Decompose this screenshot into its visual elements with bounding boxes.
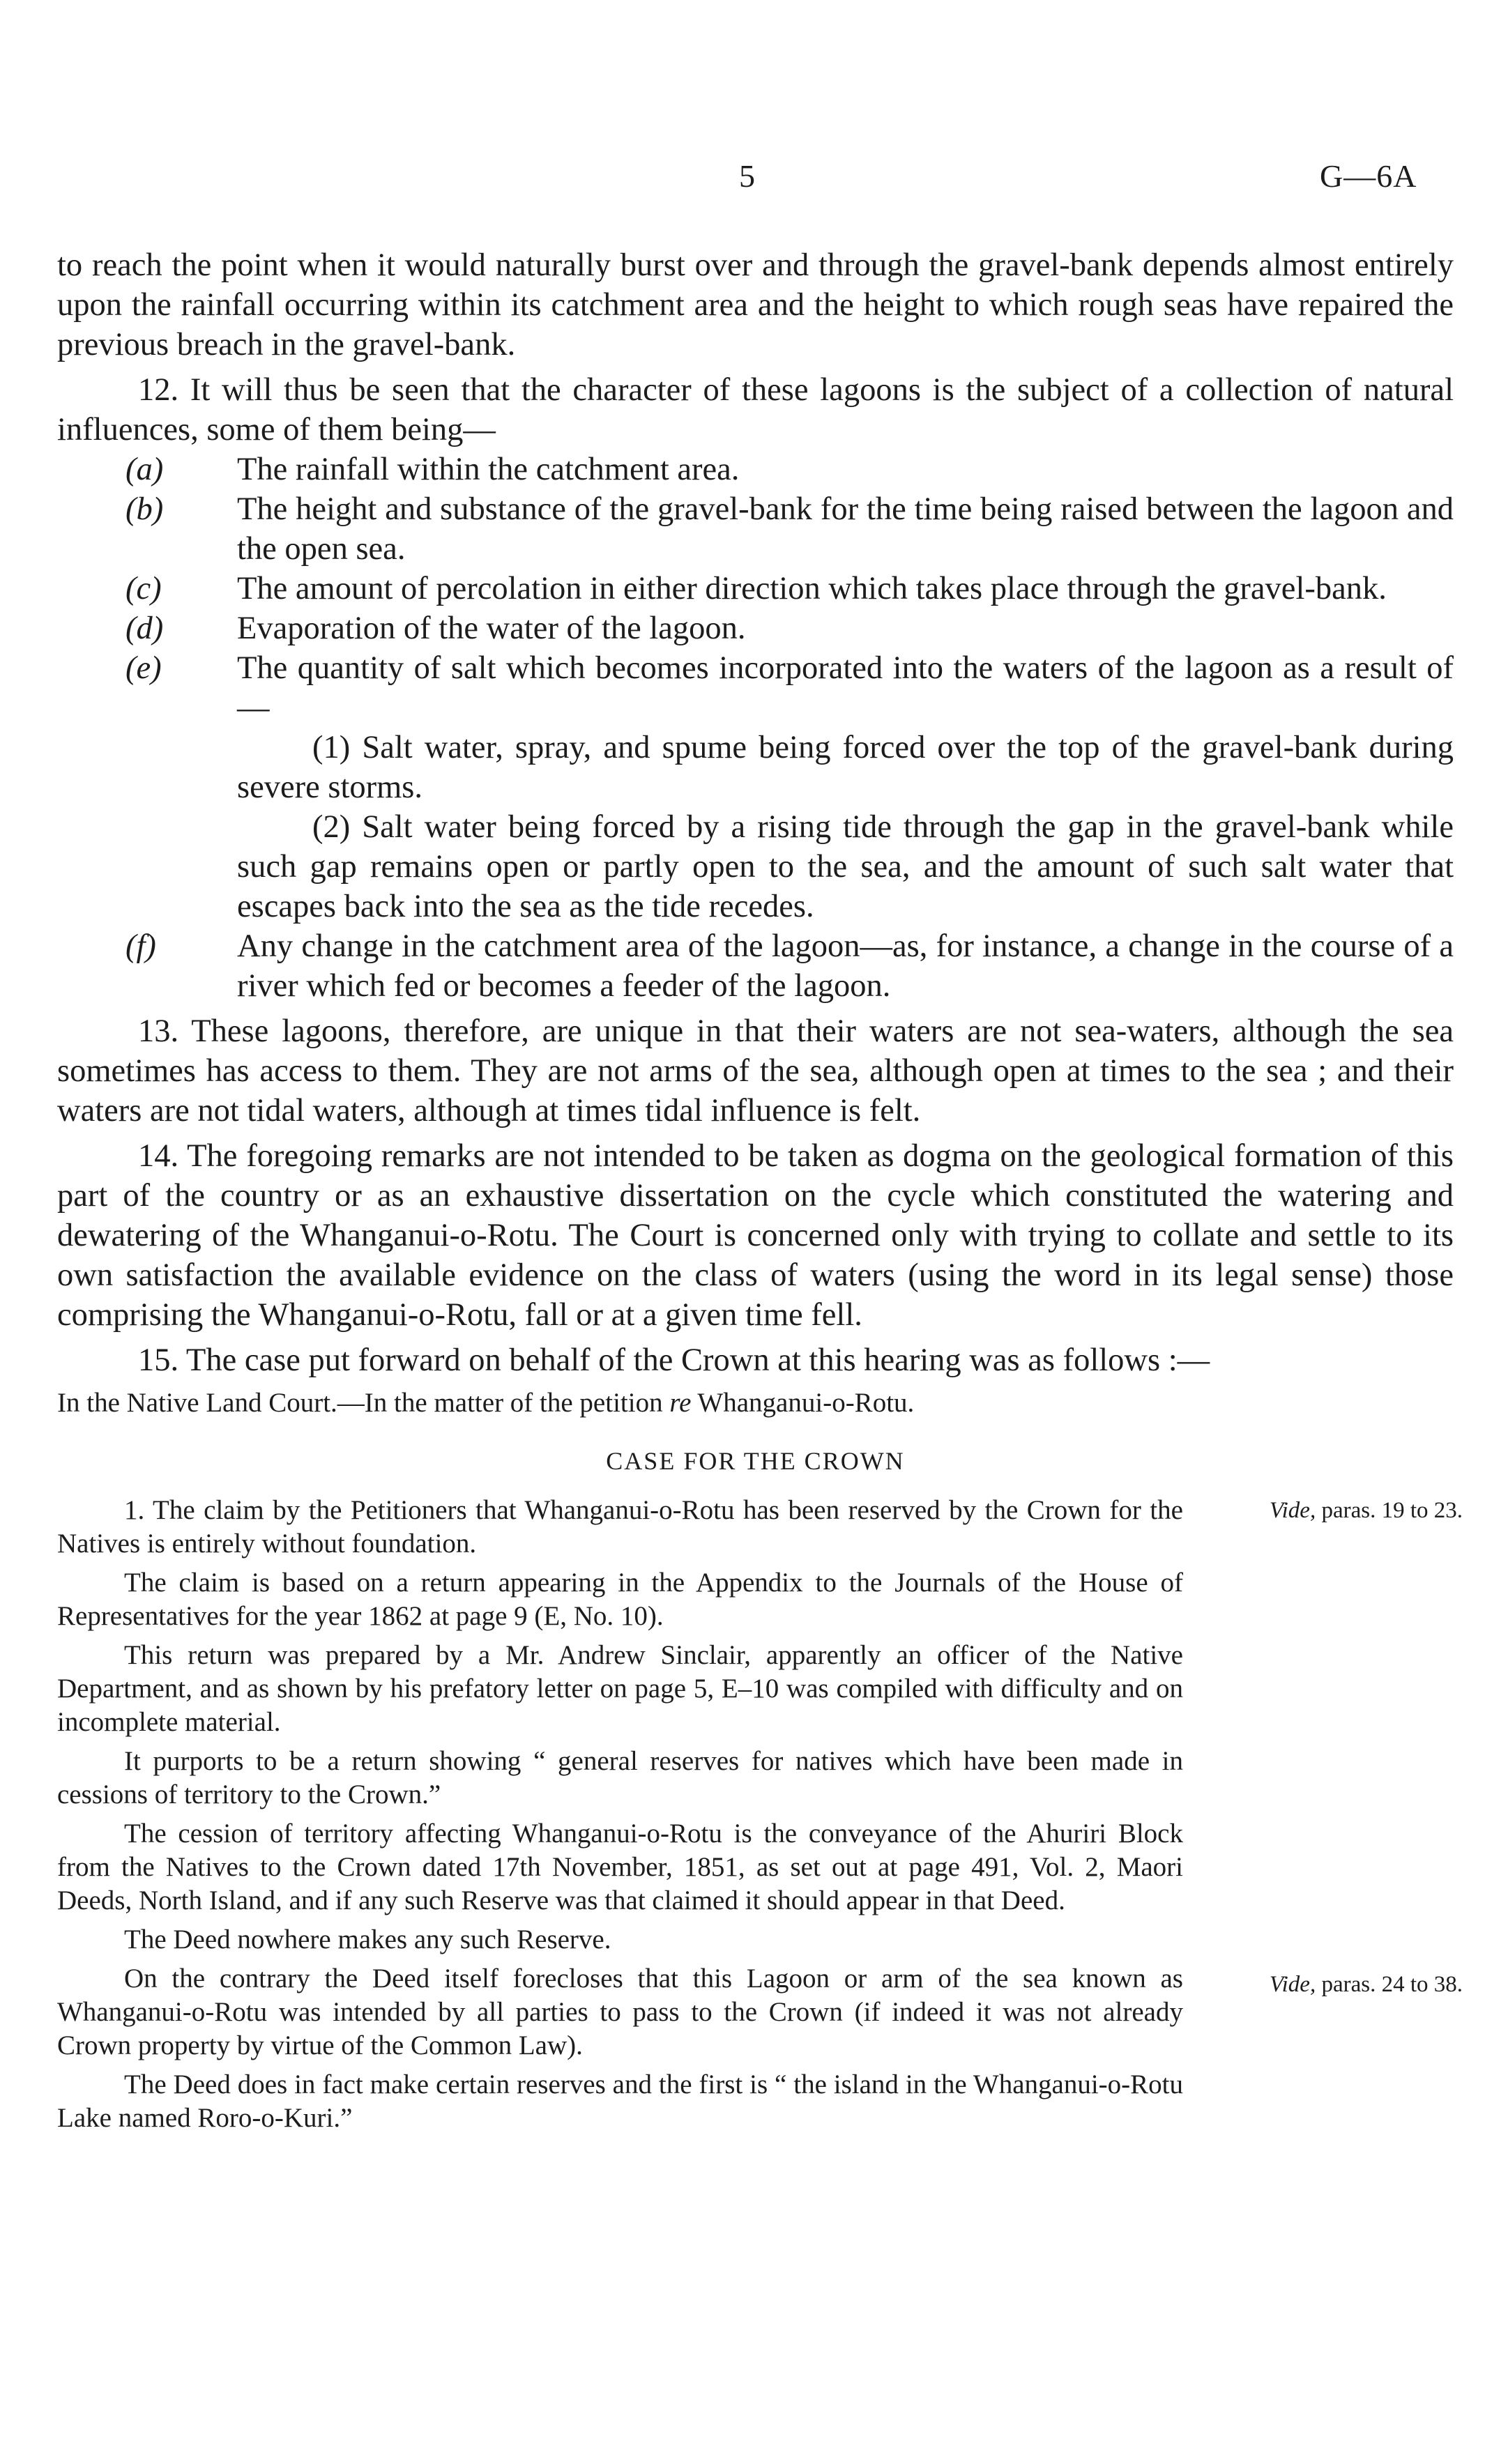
list-label: (f) <box>125 928 156 964</box>
list-text: The amount of percolation in either direction which takes place through the gravel-bank. <box>237 571 1387 606</box>
list-label: (e) <box>125 650 162 686</box>
list-label: (a) <box>125 452 164 487</box>
margin-note-1: Vide, paras. 19 to 23. <box>1269 1498 1463 1523</box>
sub-item-2: (2) Salt water being forced by a rising tide through the gap in the gravel-bank while such gap remains open or partly open to the sea, and the amount of such salt water that escapes back into the sea as the tide recedes. <box>237 809 1454 924</box>
paragraph-12: 12. It will thus be seen that the character of these lagoons is the subject of a collection of natural influences, some of them being— <box>57 372 1454 447</box>
list-text: The rainfall within the catchment area. <box>237 452 740 487</box>
case-paragraph: The cession of territory affecting Whanganui-o-Rotu is the conveyance of the Ahuriri Block from the Natives to the Crown dated 17th November, 1851, as set out at page 491, Vol. 2, Maori Deeds, North Island, and if any such Reserve was that claimed it should appear in that Deed. <box>57 1819 1183 1915</box>
body-text <box>57 245 1463 2141</box>
paragraph-15: 15. The case put forward on behalf of the Crown at this hearing was as follows :— <box>138 1342 1210 1378</box>
list-item-f <box>57 926 1454 1006</box>
list-text: The height and substance of the gravel-bank for the time being raised between the lagoon and the open sea. <box>237 491 1454 567</box>
case-paragraph: On the contrary the Deed itself forecloses that this Lagoon or arm of the sea known as Whanganui-o-Rotu was intended by all parties to pass to the Crown (if indeed it was not already Crown property by virtue of the Common Law). <box>57 1964 1183 2060</box>
list-label: (b) <box>125 491 164 527</box>
intro-paragraph: to reach the point when it would naturally burst over and through the gravel-bank depends almost entirely upon the rainfall occurring within its catchment area and the height to which rough seas have repaired the previous breach in the gravel-bank. <box>57 247 1454 362</box>
case-paragraph: The Deed does in fact make certain reserves and the first is “ the island in the Whanganui-o-Rotu Lake named Roro-o-Kuri.” <box>57 2069 1183 2133</box>
list-item-d <box>57 609 1454 648</box>
case-block <box>57 1494 1463 2135</box>
margin-note-2: Vide, paras. 24 to 38. <box>1269 1972 1463 1997</box>
list-item-a <box>57 450 1454 489</box>
case-text <box>57 1494 1183 2135</box>
list-item-b <box>57 489 1454 569</box>
case-paragraph: 1. The claim by the Petitioners that Whanganui-o-Rotu has been reserved by the Crown for the Natives is entirely without foundation. <box>57 1495 1183 1559</box>
page-header <box>0 158 1508 199</box>
case-paragraph: This return was prepared by a Mr. Andrew Sinclair, apparently an officer of the Native Department, and as shown by his prefatory letter on page 5, E–10 was compiled with difficulty and on incomplete material. <box>57 1640 1183 1737</box>
list-item-c <box>57 569 1454 609</box>
list-label: (c) <box>125 571 162 606</box>
case-paragraph: It purports to be a return showing “ general reserves for natives which have been made in cessions of territory to the Crown.” <box>57 1746 1183 1809</box>
list-text: Any change in the catchment area of the lagoon—as, for instance, a change in the course of a river which fed or becomes a feeder of the lagoon. <box>237 928 1454 1004</box>
court-line: In the Native Land Court.—In the matter of the petition re Whanganui-o-Rotu. <box>57 1388 915 1418</box>
case-paragraph: The claim is based on a return appearing in the Appendix to the Journals of the House of Representatives for the year 1862 at page 9 (E, No. 10). <box>57 1568 1183 1631</box>
page-number: 5 <box>739 158 755 194</box>
list-item-e <box>57 648 1454 728</box>
sub-item-1: (1) Salt water, spray, and spume being forced over the top of the gravel-bank during severe storms. <box>237 730 1454 805</box>
paragraph-13: 13. These lagoons, therefore, are unique in that their waters are not sea-waters, although the sea sometimes has access to them. They are not arms of the sea, although open at times to the sea ; and their waters are not tidal waters, although at times tidal influence is felt. <box>57 1013 1454 1128</box>
paragraph-14: 14. The foregoing remarks are not intended to be taken as dogma on the geological formation of this part of the country or as an exhaustive dissertation on the cycle which constituted the watering and dewatering of the Whanganui-o-Rotu. The Court is concerned only with trying to collate and settle to its own satisfaction the available evidence on the class of waters (using the word in its legal sense) those comprising the Whanganui-o-Rotu, fall or at a given time fell. <box>57 1138 1454 1333</box>
case-heading: CASE FOR THE CROWN <box>606 1447 905 1475</box>
list-label: (d) <box>125 611 164 646</box>
document-reference: G—6A <box>1320 158 1417 194</box>
list-text: The quantity of salt which becomes incorporated into the waters of the lagoon as a result of— <box>237 650 1454 726</box>
list-text: Evaporation of the water of the lagoon. <box>237 611 746 646</box>
case-paragraph: The Deed nowhere makes any such Reserve. <box>124 1924 611 1954</box>
